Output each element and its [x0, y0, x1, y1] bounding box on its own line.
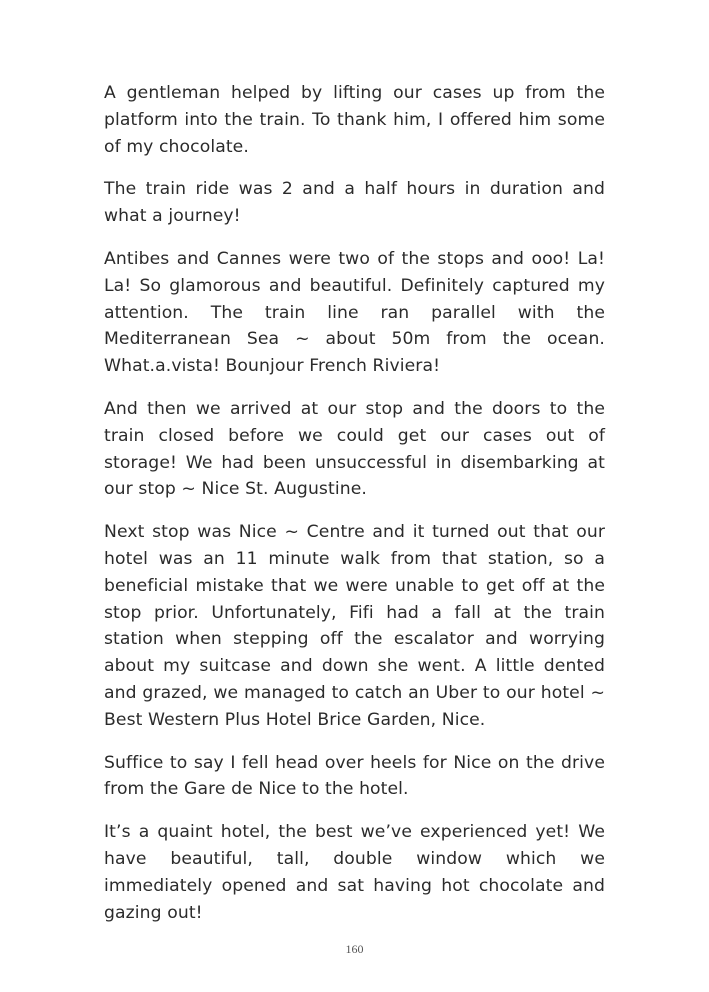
paragraph: The train ride was 2 and a half hours in duration and what a journey!	[104, 179, 605, 227]
paragraph: A gentleman helped by lifting our cases up from the platform into the train. To thank him, I offered him some of my chocolate.	[104, 83, 605, 157]
paragraph: Antibes and Cannes were two of the stops and ooo! La! La! So glamorous and beautiful. Definitely captured my attention. The train line ran parallel with the Mediterranean Sea ~ about 50m from the ocean. What.a.vista! Bounjour French Riviera!	[104, 248, 605, 377]
page-number: 160	[345, 942, 364, 956]
paragraph: And then we arrived at our stop and the doors to the train closed before we could get our cases out of storage! We had been unsuccessful in disembarking at our stop ~ Nice St. Augustine.	[104, 398, 605, 500]
paragraph: Suffice to say I fell head over heels for Nice on the drive from the Gare de Nice to the hotel.	[104, 752, 605, 800]
body-text	[104, 80, 605, 942]
paragraph: Next stop was Nice ~ Centre and it turned out that our hotel was an 11 minute walk from that station, so a beneficial mistake that we were unable to get off at the stop prior. Unfortunately, Fifi had a fall at the train station when stepping off the escalator and worrying about my suitcase and down she went. A little dented and grazed, we managed to catch an Uber to our hotel ~ Best Western Plus Hotel Brice Garden, Nice.	[104, 522, 605, 730]
paragraph: It’s a quaint hotel, the best we’ve experienced yet! We have beautiful, tall, double window which we immediately opened and sat having hot chocolate and gazing out!	[104, 822, 605, 923]
